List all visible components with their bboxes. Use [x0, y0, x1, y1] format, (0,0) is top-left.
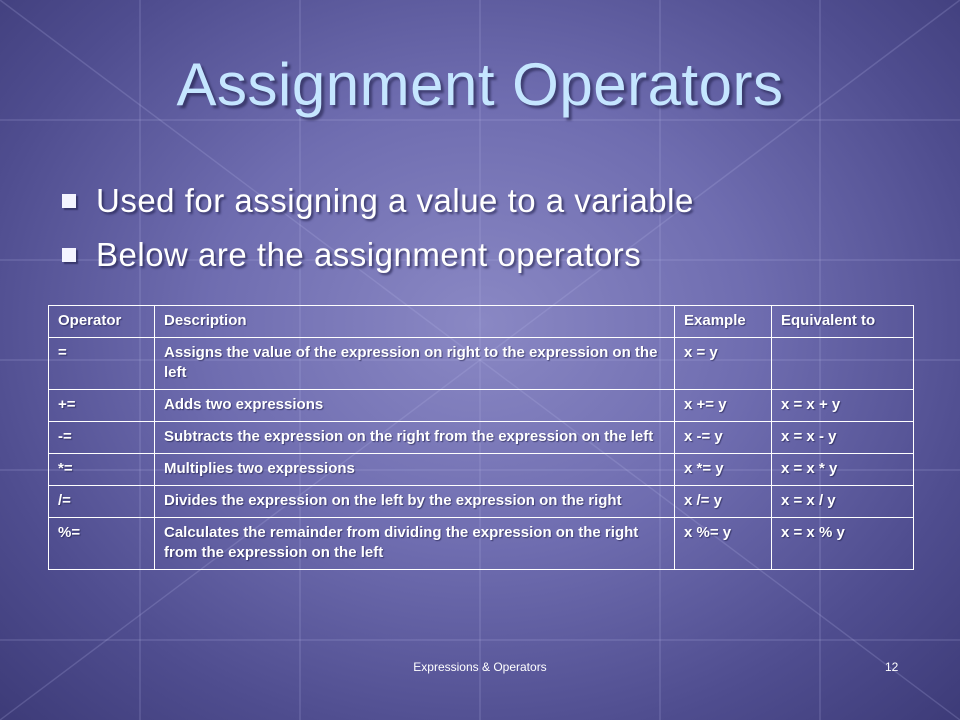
example-cell: x /= y: [675, 486, 772, 518]
example-cell: x -= y: [675, 422, 772, 454]
description-cell: Multiplies two expressions: [155, 454, 675, 486]
slide-title: Assignment Operators: [176, 51, 784, 118]
example-cell: x *= y: [675, 454, 772, 486]
description-cell: Assigns the value of the expression on right to the expression on the left: [155, 338, 675, 390]
column-header: Operator: [49, 306, 155, 338]
example-cell: x += y: [675, 390, 772, 422]
column-header: Equivalent to: [772, 306, 914, 338]
example-cell: x %= y: [675, 518, 772, 570]
operator-cell: %=: [49, 518, 155, 570]
equivalent-cell: [772, 338, 914, 390]
equivalent-cell: x = x % y: [772, 518, 914, 570]
table-header-row: [49, 306, 914, 338]
operator-cell: -=: [49, 422, 155, 454]
description-cell: Subtracts the expression on the right from the expression on the left: [155, 422, 675, 454]
square-bullet-icon: [62, 194, 76, 208]
bullet-item: [62, 228, 694, 282]
operator-cell: =: [49, 338, 155, 390]
table-row: [49, 518, 914, 570]
operator-cell: /=: [49, 486, 155, 518]
table-row: [49, 338, 914, 390]
operator-cell: *=: [49, 454, 155, 486]
table-row: [49, 422, 914, 454]
page-number: 12: [885, 660, 899, 674]
equivalent-cell: x = x + y: [772, 390, 914, 422]
equivalent-cell: x = x / y: [772, 486, 914, 518]
table-row: [49, 390, 914, 422]
table-row: [49, 486, 914, 518]
operator-cell: +=: [49, 390, 155, 422]
bullet-item: [62, 174, 694, 228]
description-cell: Adds two expressions: [155, 390, 675, 422]
footer-text: Expressions & Operators: [413, 660, 547, 674]
description-cell: Calculates the remainder from dividing the expression on the right from the expression on the left: [155, 518, 675, 570]
bullet-text: Below are the assignment operators: [96, 236, 642, 273]
example-cell: x = y: [675, 338, 772, 390]
bullet-list: [62, 174, 694, 282]
column-header: Description: [155, 306, 675, 338]
table-row: [49, 454, 914, 486]
assignment-operators-table: [48, 305, 914, 570]
bullet-text: Used for assigning a value to a variable: [96, 182, 694, 219]
equivalent-cell: x = x - y: [772, 422, 914, 454]
square-bullet-icon: [62, 248, 76, 262]
column-header: Example: [675, 306, 772, 338]
description-cell: Divides the expression on the left by the expression on the right: [155, 486, 675, 518]
equivalent-cell: x = x * y: [772, 454, 914, 486]
